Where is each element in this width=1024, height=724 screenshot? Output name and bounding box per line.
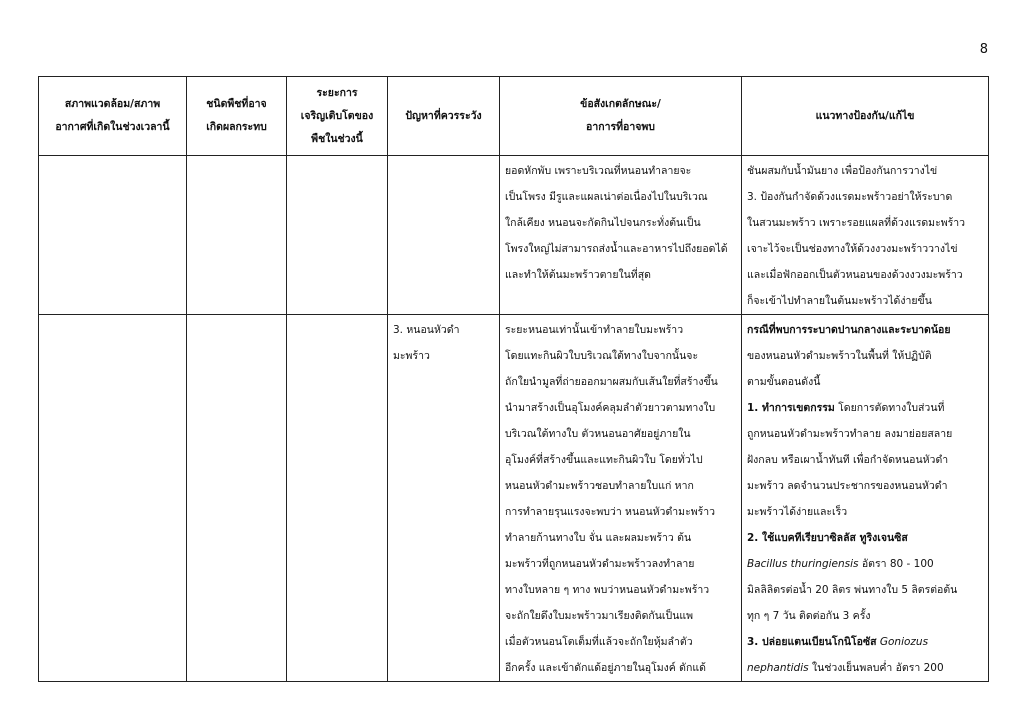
cell-guidance: ชันผสมกับน้ำมันยาง เพื่อป้องกันการวางไข่ 3. ป้องกันกำจัดด้วงแรดมะพร้าวอย่าให้ระบาด ในสวนมะพร้าว เพราะรอยแผลที่ด้วงแรดมะพร้าว เจาะไว้จะเป็นช่องทางให้ด้วงงวงมะพร้าววางไข่ และเมื่อฟักออกเป็นตัวหนอนของด้วงงวงมะพร้าว ก็จะเข้าไปทำลายในต้นมะพร้าวได้ง่ายขึ้น xyxy=(742,156,989,315)
page-number: 8 xyxy=(979,42,988,57)
cell-symptoms: ยอดหักพับ เพราะบริเวณที่หนอนทำลายจะ เป็นโพรง มีรูและแผลเน่าต่อเนื่องไปในบริเวณ ใกล้เคียง หนอนจะกัดกินไปจนกระทั่งต้นเป็น โพรงใหญ่ไม่สามารถส่งน้ำและอาหารไปถึงยอดได้ และทำให้ต้นมะพร้าวตายในที่สุด xyxy=(500,156,742,315)
cell-guidance: กรณีที่พบการระบาดปานกลางและระบาดน้อย ของหนอนหัวดำมะพร้าวในพื้นที่ ให้ปฏิบัติ ตามขั้นตอนดังนี้ 1. ทำการเขตกรรม โดยการตัดทางใบส่วนที่ ถูกหนอนหัวดำมะพร้าวทำลาย ลงมาย่อยสลาย ฝังกลบ หรือเผาน้ำทันที เพื่อกำจัดหนอนหัวดำ มะพร้าว ลดจำนวนประชากรของหนอนหัวดำ มะพร้าวได้ง่ายและเร็ว 2. ใช้แบคทีเรียบาซิลลัส ทูริงเจนซิส Bacillus thuringiensis อัตรา 80 - 100 มิลลิลิตรต่อน้ำ 20 ลิตร พ่นทางใบ 5 ลิตรต่อต้น ทุก ๆ 7 วัน ติดต่อกัน 3 ครั้ง 3. ปล่อยแตนเบียนโกนิโอซัส Goniozus nephantidis ในช่วงเย็นพลบค่ำ อัตรา 200 xyxy=(742,315,989,682)
species-name: Bacillus thuringiensis xyxy=(747,558,859,570)
header-guidance: แนวทางป้องกัน/แก้ไข xyxy=(742,77,989,156)
cell-environment xyxy=(39,315,187,682)
cell-crops xyxy=(187,156,287,315)
header-symptoms: ข้อสังเกตลักษณะ/ อาการที่อาจพบ xyxy=(500,77,742,156)
header-affected-crops: ชนิดพืชที่อาจ เกิดผลกระทบ xyxy=(187,77,287,156)
step-3-line-2: nephantidis ในช่วงเย็นพลบค่ำ อัตรา 200 xyxy=(747,662,944,674)
cell-growth-stage xyxy=(287,156,388,315)
cell-environment xyxy=(39,156,187,315)
cell-problem xyxy=(388,156,500,315)
header-growth-stage: ระยะการ เจริญเติบโตของ พืชในช่วงนี้ xyxy=(287,77,388,156)
cell-symptoms: ระยะหนอนเท่านั้นเข้าทำลายใบมะพร้าว โดยแทะกินผิวใบบริเวณใต้ทางใบจากนั้นจะ ถักใยนำมูลที่ถ่ายออกมาผสมกับเส้นใยที่สร้างขึ้น นำมาสร้างเป็นอุโมงค์คลุมลำตัวยาวตามทางใบ บริเวณใต้ทางใบ ตัวหนอนอาศัยอยู่ภายใน อุโมงค์ที่สร้างขึ้นและแทะกินผิวใบ โดยทั่วไป หนอนหัวดำมะพร้าวชอบทำลายใบแก่ หาก การทำลายรุนแรงจะพบว่า หนอนหัวดำมะพร้าว ทำลายก้านทางใบ จั่น และผลมะพร้าว ต้น มะพร้าวที่ถูกหนอนหัวดำมะพร้าวลงทำลาย ทางใบหลาย ๆ ทาง พบว่าหนอนหัวดำมะพร้าว จะถักใยดึงใบมะพร้าวมาเรียงติดกันเป็นแพ เมื่อตัวหนอนโตเต็มที่แล้วจะถักใยหุ้มลำตัว อีกครั้ง และเข้าดักแด้อยู่ภายในอุโมงค์ ดักแด้ xyxy=(500,315,742,682)
cell-crops xyxy=(187,315,287,682)
crop-problem-table xyxy=(38,76,989,682)
cell-growth-stage xyxy=(287,315,388,682)
step-1-title: 1. ทำการเขตกรรม xyxy=(747,402,835,414)
header-problem: ปัญหาที่ควรระวัง xyxy=(388,77,500,156)
header-row xyxy=(39,77,989,156)
guidance-heading: กรณีที่พบการระบาดปานกลางและระบาดน้อย xyxy=(747,324,951,336)
step-3-title: 3. ปล่อยแตนเบียนโกนิโอซัส xyxy=(747,636,877,648)
species-name: Goniozus xyxy=(876,636,929,648)
step-2-line: Bacillus thuringiensis อัตรา 80 - 100 xyxy=(747,558,934,570)
step-3-line xyxy=(747,629,983,655)
table-row xyxy=(39,156,989,315)
step-2-title: 2. ใช้แบคทีเรียบาซิลลัส ทูริงเจนซิส xyxy=(747,532,908,544)
table-row xyxy=(39,315,989,682)
step-1-line: 1. ทำการเขตกรรม โดยการตัดทางใบส่วนที่ xyxy=(747,402,945,414)
species-name: nephantidis xyxy=(747,662,809,674)
cell-problem: 3. หนอนหัวดำ มะพร้าว xyxy=(388,315,500,682)
header-environment: สภาพแวดล้อม/สภาพ อากาศที่เกิดในช่วงเวลานี้ xyxy=(39,77,187,156)
